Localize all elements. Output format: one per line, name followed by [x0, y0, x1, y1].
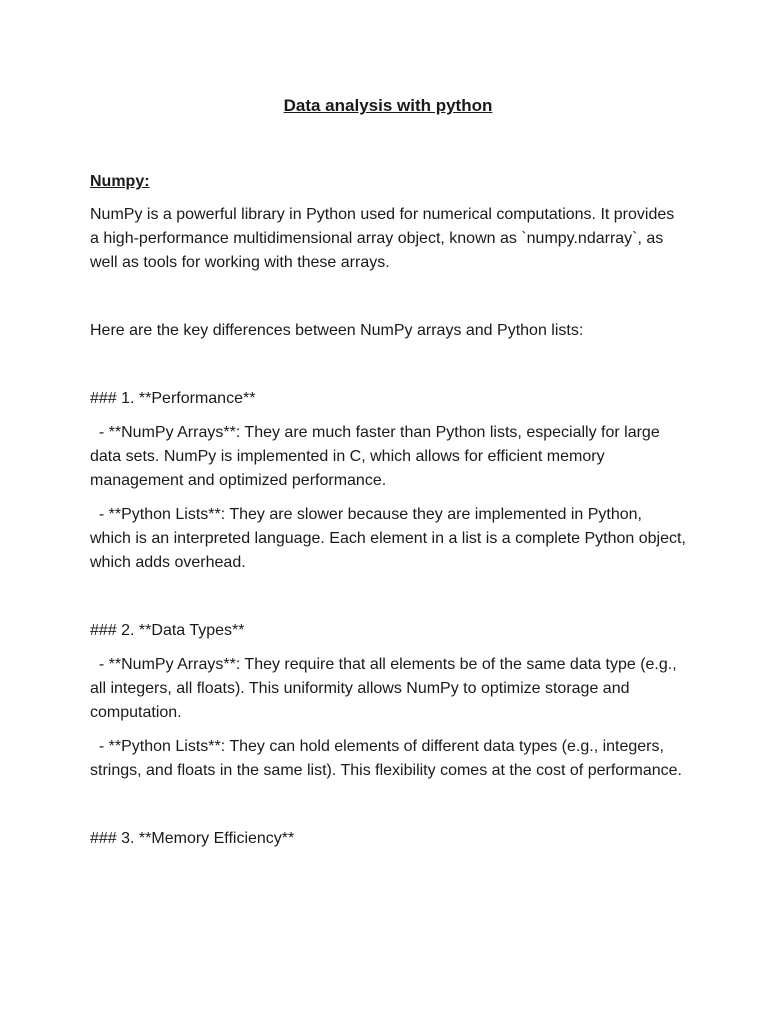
performance-numpy-point: - **NumPy Arrays**: They are much faster than Python lists, especially for large data sets. NumPy is implemented in C, which allows for efficient memory management and optimized performance. — [90, 424, 665, 489]
document-body — [90, 92, 691, 851]
performance-python-point: - **Python Lists**: They are slower because they are implemented in Python, which is an interpreted language. Each element in a list is a complete Python object, which adds overhead. — [90, 506, 691, 571]
intro-paragraph: NumPy is a powerful library in Python used for numerical computations. It provides a high-performance multidimensional array object, known as `numpy.ndarray`, as well as tools for working with these arrays. — [90, 206, 675, 271]
data-types-heading: ### 2. **Data Types** — [90, 622, 245, 639]
numpy-section-heading: Numpy: — [90, 173, 150, 190]
key-differences-paragraph: Here are the key differences between NumPy arrays and Python lists: — [90, 322, 584, 339]
memory-efficiency-heading: ### 3. **Memory Efficiency** — [90, 830, 295, 847]
performance-heading: ### 1. **Performance** — [90, 390, 256, 407]
document-title: Data analysis with python — [283, 96, 493, 115]
data-types-python-point: - **Python Lists**: They can hold elements of different data types (e.g., integers, strings, and floats in the same list). This flexibility comes at the cost of performance. — [90, 738, 682, 779]
data-types-numpy-point: - **NumPy Arrays**: They require that all elements be of the same data type (e.g., all integers, all floats). This uniformity allows NumPy to optimize storage and computation. — [90, 656, 682, 721]
